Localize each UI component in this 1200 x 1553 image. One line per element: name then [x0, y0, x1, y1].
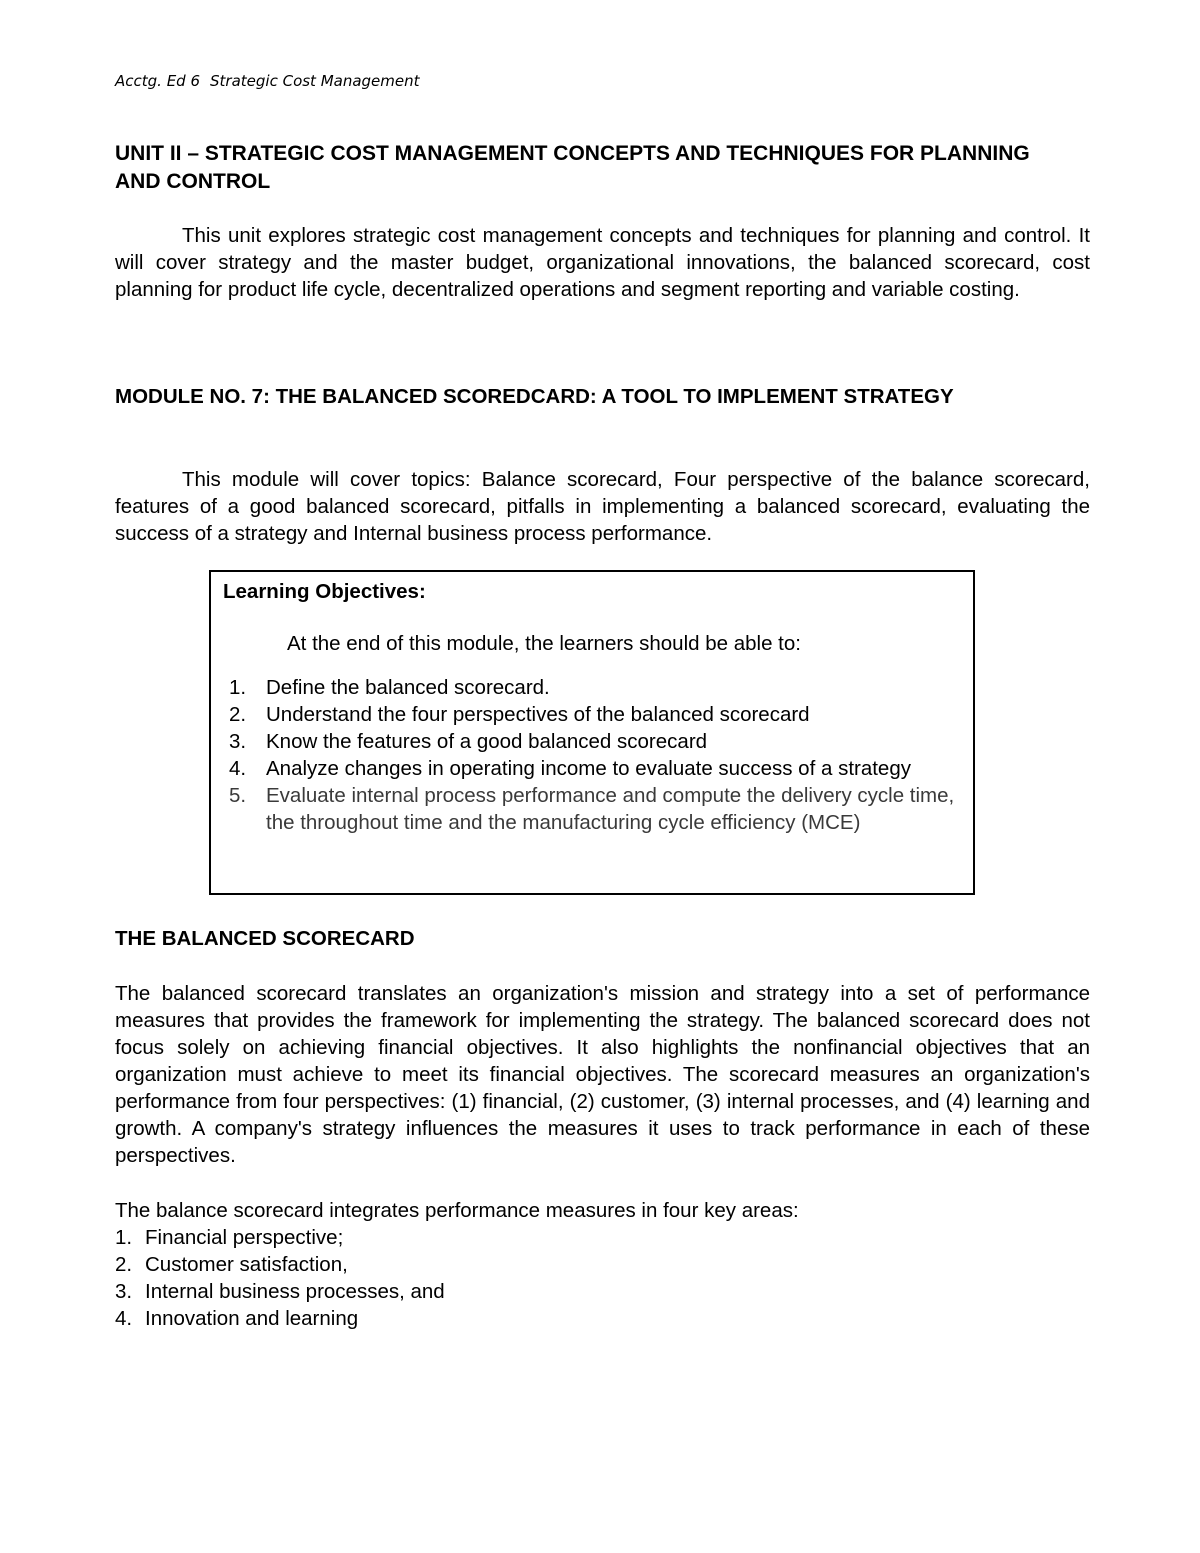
key-area-item — [115, 1251, 445, 1278]
objective-text: Know the features of a good balanced scorecard — [266, 730, 708, 753]
key-area-item — [115, 1224, 445, 1251]
objective-number: 4. — [229, 757, 247, 780]
objective-number: 3. — [229, 730, 247, 753]
objective-item — [223, 728, 961, 755]
objective-item — [223, 782, 961, 836]
section-title: THE BALANCED SCORECARD — [115, 927, 415, 950]
balanced-scorecard-definition: The balanced scorecard translates an organization's mission and strategy into a set of performance measures that provides the framework for implementing the strategy. The balanced scorecard does not focus solely on achieving financial objectives. It also highlights the nonfinancial objectives that an organization must achieve to meet its financial objectives. The scorecard measures an organization's performance from four perspectives: (1) financial, (2) customer, (3) internal processes, and (4) learning and growth. A company's strategy influences the measures it uses to track performance in each of these perspectives. — [115, 982, 1090, 1167]
learning-objectives-title: Learning Objectives: — [223, 580, 426, 603]
objective-item — [223, 755, 961, 782]
objective-number: 1. — [229, 676, 247, 699]
header-course: Acctg. Ed 6 — [115, 72, 201, 90]
key-area-text: Internal business processes, and — [145, 1280, 445, 1303]
learning-objectives-lead: At the end of this module, the learners should be able to: — [287, 632, 801, 655]
key-area-number: 2. — [115, 1253, 133, 1276]
objective-text: Define the balanced scorecard. — [266, 676, 550, 699]
objective-number: 2. — [229, 703, 247, 726]
key-area-text: Financial perspective; — [145, 1226, 344, 1249]
running-header — [115, 72, 420, 90]
objective-item — [223, 701, 961, 728]
key-areas-intro: The balance scorecard integrates performance measures in four key areas: — [115, 1199, 799, 1222]
key-area-text: Customer satisfaction, — [145, 1253, 348, 1276]
learning-objectives-box — [209, 570, 975, 895]
objective-text: Analyze changes in operating income to evaluate success of a strategy — [266, 757, 911, 780]
module-intro-paragraph: This module will cover topics: Balance scorecard, Four perspective of the balance scorecard, features of a good balanced scorecard, pitfalls in implementing a balanced scorecard, evaluating the success of a strategy and Internal business process performance. — [115, 468, 1090, 545]
objective-number: 5. — [229, 784, 247, 807]
key-area-number: 4. — [115, 1307, 133, 1330]
header-subject: Strategic Cost Management — [210, 72, 420, 90]
objective-text: Understand the four perspectives of the balanced scorecard — [266, 703, 810, 726]
module-title: MODULE NO. 7: THE BALANCED SCOREDCARD: A TOOL TO IMPLEMENT STRATEGY — [115, 385, 954, 408]
key-area-item — [115, 1305, 445, 1332]
key-area-item — [115, 1278, 445, 1305]
key-area-text: Innovation and learning — [145, 1307, 359, 1330]
key-areas-list — [115, 1224, 445, 1332]
unit-intro-paragraph: This unit explores strategic cost management concepts and techniques for planning and control. It will cover strategy and the master budget, organizational innovations, the balanced scorecard, cost planning for product life cycle, decentralized operations and segment reporting and variable costing. — [115, 224, 1090, 301]
key-area-number: 3. — [115, 1280, 133, 1303]
objective-item — [223, 674, 961, 701]
key-area-number: 1. — [115, 1226, 133, 1249]
unit-title: UNIT II – STRATEGIC COST MANAGEMENT CONCEPTS AND TECHNIQUES FOR PLANNING AND CONTROL — [115, 142, 1030, 193]
learning-objectives-list — [223, 674, 961, 836]
objective-text: Evaluate internal process performance and compute the delivery cycle time, the throughout time and the manufacturing cycle efficiency (MCE) — [266, 784, 955, 834]
